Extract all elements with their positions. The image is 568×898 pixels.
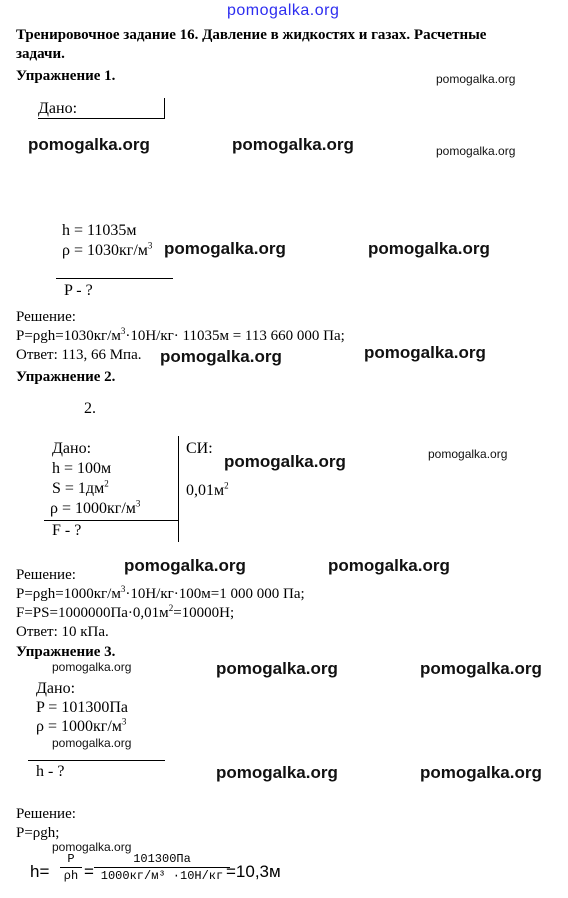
ex3-given-rho-exp: 3 [121, 716, 127, 727]
ex1-solution-exp: 3 [120, 326, 126, 336]
ex1-given-label: Дано: [38, 100, 78, 117]
ex3-given-rho [36, 718, 126, 736]
ex3-fraction-2-bar [94, 867, 230, 868]
ex3-formula: P=ρgh; [16, 825, 60, 841]
ex3-find: h - ? [36, 763, 65, 780]
watermark-small: pomogalka.org [52, 736, 132, 750]
ex2-si-label: СИ: [186, 440, 213, 457]
page-title-line-1: Тренировочное задание 16. Давление в жидкостях и газах. Расчетные [16, 27, 487, 43]
ex1-given-separator [56, 278, 173, 279]
ex1-find: P - ? [64, 282, 93, 299]
ex2-si-value-text: 0,01м [186, 482, 225, 499]
ex2-solution-line-2 [16, 605, 234, 622]
ex3-solution-label: Решение: [16, 806, 76, 822]
watermark-large: pomogalka.org [328, 556, 450, 575]
watermark-small: pomogalka.org [436, 72, 516, 86]
watermark-large: pomogalka.org [232, 135, 354, 154]
ex2-given-s-exp: 2 [104, 478, 109, 489]
ex1-given-rho-exp: 3 [147, 240, 153, 251]
ex3-h-lhs: h= [30, 862, 50, 881]
ex2-given-separator [44, 520, 179, 521]
ex2-find: F - ? [52, 522, 82, 539]
watermark-small: pomogalka.org [428, 447, 508, 461]
watermark-large: pomogalka.org [364, 343, 486, 362]
ex3-given-p: P = 101300Па [36, 699, 128, 716]
ex2-si-value-exp: 2 [224, 480, 229, 491]
watermark-large: pomogalka.org [160, 347, 282, 366]
watermark-large: pomogalka.org [224, 452, 346, 471]
ex2-solution-line-1 [16, 586, 305, 603]
ex2-answer: Ответ: 10 кПа. [16, 624, 109, 640]
ex1-solution-part-b: ·10Н/кг· 11035м = 113 660 000 Па; [125, 328, 345, 344]
exercise-1-heading: Упражнение 1. [16, 68, 116, 84]
ex2-solution-2-exp: 2 [168, 603, 174, 613]
ex3-fraction-1-numerator: P [67, 852, 75, 866]
watermark-small: pomogalka.org [52, 840, 132, 854]
watermark-large: pomogalka.org [164, 239, 286, 258]
ex3-given-label: Дано: [36, 680, 76, 697]
watermark-small: pomogalka.org [52, 660, 132, 674]
watermark-large: pomogalka.org [368, 239, 490, 258]
ex2-solution-1-exp: 3 [120, 584, 126, 594]
ex2-solution-label: Решение: [16, 567, 76, 583]
ex3-fraction-2-numerator: 101300Па [133, 852, 191, 866]
ex1-given-rho [62, 242, 152, 260]
watermark-large: pomogalka.org [216, 763, 338, 782]
ex2-solution-2-part-b: =10000Н; [173, 605, 235, 621]
ex2-given-s-text: S = 1дм [52, 480, 105, 497]
exercise-3-heading: Упражнение 3. [16, 644, 116, 660]
ex2-given-h: h = 100м [52, 460, 112, 477]
ex1-given-divider [164, 98, 165, 119]
watermark-large: pomogalka.org [216, 659, 338, 678]
ex3-given-rho-text: ρ = 1000кг/м [36, 718, 122, 735]
ex2-si-value [186, 482, 229, 500]
ex2-given-s [52, 480, 109, 498]
ex2-given-rho [50, 500, 140, 518]
watermark-small: pomogalka.org [436, 144, 516, 158]
ex3-equals: = [84, 862, 94, 881]
ex2-solution-1-part-a: P=ρgh=1000кг/м [16, 586, 121, 602]
ex3-fraction-1-denominator: ρh [63, 869, 79, 883]
ex2-number: 2. [84, 400, 96, 417]
ex1-given-rho-text: ρ = 1030кг/м [62, 242, 148, 259]
ex3-fraction-1-bar [60, 867, 82, 868]
watermark-large: pomogalka.org [420, 659, 542, 678]
ex2-given-label: Дано: [52, 440, 92, 457]
top-watermark[interactable]: pomogalka.org [227, 2, 340, 19]
ex1-solution-label: Решение: [16, 309, 76, 325]
ex3-fraction-2 [94, 852, 230, 883]
ex3-given-separator [28, 760, 165, 761]
page-title-line-2: задачи. [16, 46, 65, 62]
ex3-result: =10,3м [226, 862, 281, 881]
ex2-given-rho-text: ρ = 1000кг/м [50, 500, 136, 517]
ex1-given-underline [38, 118, 165, 119]
watermark-large: pomogalka.org [420, 763, 542, 782]
ex1-given-h: h = 11035м [62, 222, 137, 239]
ex2-solution-1-part-b: ·10Н/кг·100м=1 000 000 Па; [125, 586, 305, 602]
ex1-solution-line [16, 328, 345, 345]
ex2-solution-2-part-a: F=PS=1000000Па·0,01м [16, 605, 169, 621]
ex3-fraction-2-denominator: 1000кг/м³ ·10Н/кг [100, 869, 224, 883]
ex1-answer: Ответ: 113, 66 Мпа. [16, 347, 142, 363]
ex1-solution-part-a: P=ρgh=1030кг/м [16, 328, 121, 344]
watermark-large: pomogalka.org [28, 135, 150, 154]
ex3-fraction-1 [60, 852, 82, 883]
exercise-2-heading: Упражнение 2. [16, 369, 116, 385]
watermark-large: pomogalka.org [124, 556, 246, 575]
ex2-si-divider [178, 436, 179, 542]
ex2-given-rho-exp: 3 [135, 498, 141, 509]
